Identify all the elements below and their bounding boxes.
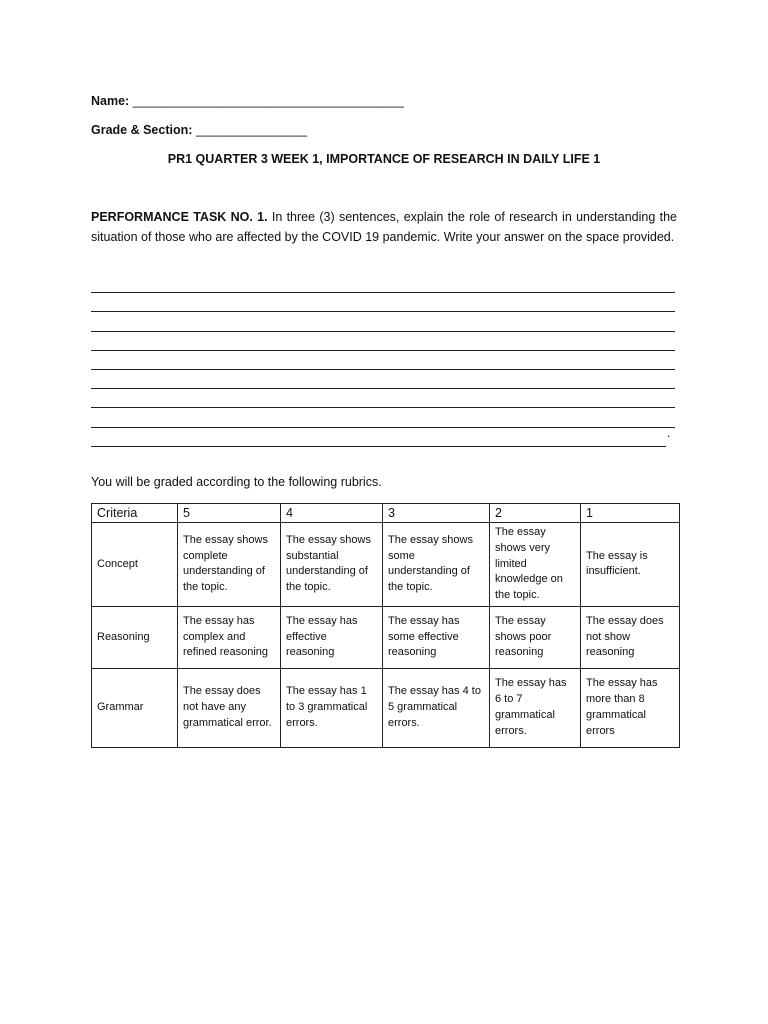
rubric-cell: The essay does not have any grammatical error. — [178, 668, 281, 747]
answer-line — [91, 274, 675, 293]
answer-line — [91, 370, 675, 389]
rubric-row-grammar — [92, 668, 680, 747]
answer-line — [91, 332, 675, 351]
name-label: Name: — [91, 94, 130, 108]
criteria-cell: Concept — [92, 523, 178, 607]
rubric-cell: The essay shows some understanding of the topic. — [383, 523, 490, 607]
answer-space — [91, 274, 675, 447]
answer-end-period: . — [667, 426, 671, 440]
header-score-4: 4 — [281, 504, 383, 523]
header-score-5: 5 — [178, 504, 281, 523]
header-criteria: Criteria — [92, 504, 178, 523]
rubric-cell: The essay has 4 to 5 grammatical errors. — [383, 668, 490, 747]
rubric-header-row — [92, 504, 680, 523]
rubric-cell: The essay shows substantial understanding of the topic. — [281, 523, 383, 607]
rubric-table — [91, 503, 680, 748]
answer-line — [91, 408, 675, 427]
rubric-cell: The essay has effective reasoning — [281, 606, 383, 668]
header-score-1: 1 — [581, 504, 680, 523]
rubric-cell: The essay shows poor reasoning — [490, 606, 581, 668]
task-text: In three (3) sentences, explain the role of research in understanding the situation of those who are affected by the COVID 19 pandemic. Write your answer on the space provided. — [91, 210, 677, 244]
task-label: PERFORMANCE TASK NO. 1. — [91, 210, 268, 224]
grade-section-label: Grade & Section: — [91, 123, 193, 137]
header-score-2: 2 — [490, 504, 581, 523]
rubric-cell: The essay has 1 to 3 grammatical errors. — [281, 668, 383, 747]
rubric-row-reasoning — [92, 606, 680, 668]
rubric-row-concept — [92, 523, 680, 607]
criteria-cell: Reasoning — [92, 606, 178, 668]
rubric-cell: The essay has some effective reasoning — [383, 606, 490, 668]
answer-line — [91, 293, 675, 312]
rubric-cell: The essay does not show reasoning — [581, 606, 680, 668]
answer-line — [91, 389, 675, 408]
answer-line — [91, 351, 675, 370]
rubric-cell: The essay has 6 to 7 grammatical errors. — [490, 668, 581, 747]
rubric-cell: The essay has complex and refined reasoning — [178, 606, 281, 668]
name-blank: _______________________________________ — [132, 94, 404, 108]
rubric-cell: The essay has more than 8 grammatical errors — [581, 668, 680, 747]
rubric-cell: The essay shows very limited knowledge on the topic. — [490, 523, 581, 607]
worksheet-title: PR1 QUARTER 3 WEEK 1, IMPORTANCE OF RESEARCH IN DAILY LIFE 1 — [167, 152, 601, 166]
rubric-intro: You will be graded according to the following rubrics. — [91, 475, 382, 489]
grade-section-blank: ________________ — [195, 123, 308, 137]
criteria-cell: Grammar — [92, 668, 178, 747]
task-instructions — [91, 208, 677, 247]
header-score-3: 3 — [383, 504, 490, 523]
rubric-cell: The essay is insufficient. — [581, 523, 680, 607]
rubric-cell: The essay shows complete understanding of the topic. — [178, 523, 281, 607]
grade-section-field — [91, 123, 307, 137]
name-field — [91, 94, 404, 108]
answer-line — [91, 428, 666, 447]
answer-line — [91, 312, 675, 331]
